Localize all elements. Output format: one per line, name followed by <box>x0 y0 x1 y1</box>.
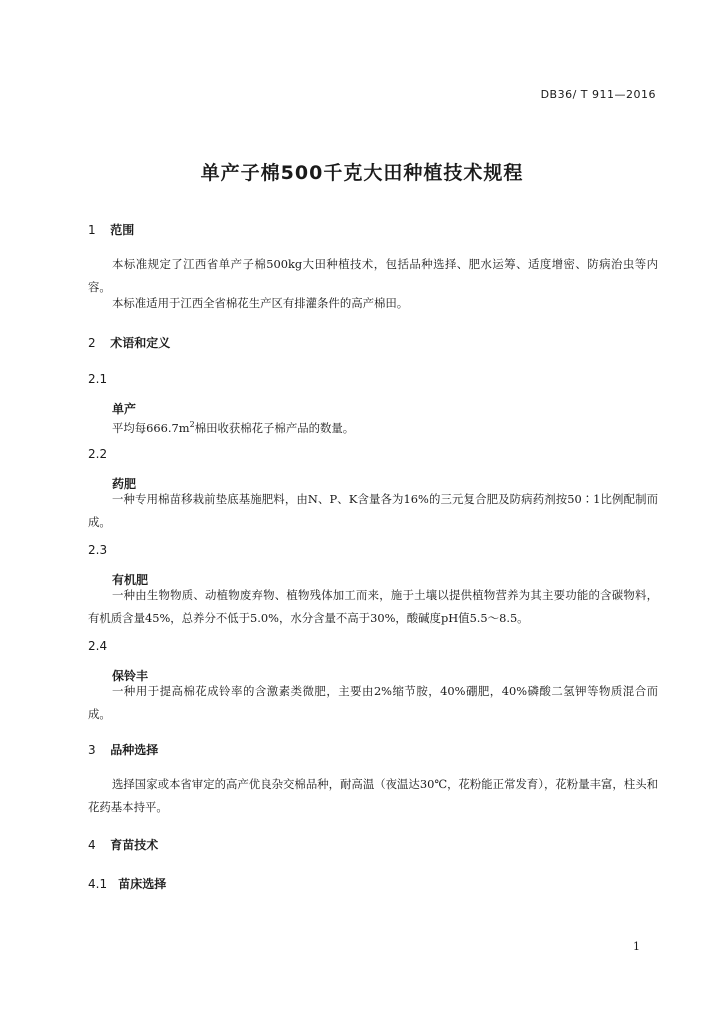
superscript: 2 <box>189 420 195 429</box>
term-2-3-number: 2.3 <box>88 543 108 557</box>
term-2-4-name: 保铃丰 <box>112 669 149 683</box>
term-2-2-name: 药肥 <box>112 477 137 491</box>
definition-text-end: 棉田收获棉花子棉产品的数量。 <box>194 420 355 435</box>
section-number: 2 <box>88 336 96 350</box>
term-2-1-name: 单产 <box>112 402 137 416</box>
standard-code: DB36/ T 911—2016 <box>540 88 656 101</box>
section-number: 3 <box>88 743 96 757</box>
scope-paragraph-2: 本标准适用于江西全省棉花生产区有排灌条件的高产棉田。 <box>112 296 409 310</box>
document-title: 单产子棉500千克大田种植技术规程 <box>200 162 524 184</box>
term-2-3-name: 有机肥 <box>112 573 149 587</box>
term-2-2-number: 2.2 <box>88 447 108 461</box>
section-4-1-heading <box>88 875 166 892</box>
term-2-2-definition: 一种专用棉苗移栽前垫底基施肥料，由N、P、K含量各为16%的三元复合肥及防病药剂按50∶1比例配制而成。 <box>88 492 658 529</box>
term-2-1-number: 2.1 <box>88 372 108 386</box>
variety-paragraph: 选择国家或本省审定的高产优良杂交棉品种，耐高温（夜温达30℃，花粉能正常发育），花粉量丰富，柱头和花药基本持平。 <box>88 777 658 814</box>
section-title: 育苗技术 <box>110 838 159 852</box>
term-2-1-definition <box>88 413 658 440</box>
definition-text-start: 平均每666.7m <box>112 420 190 435</box>
section-title: 范围 <box>110 223 135 237</box>
term-2-4-number: 2.4 <box>88 639 108 653</box>
section-number: 4.1 <box>88 877 108 891</box>
section-title: 术语和定义 <box>110 336 171 350</box>
section-number: 1 <box>88 223 96 237</box>
section-3-heading <box>88 741 158 758</box>
term-2-3-definition: 一种由生物物质、动植物废弃物、植物残体加工而来，施于土壤以提供植物营养为其主要功能的含碳物料，有机质含量45%，总养分不低于5.0%，水分含量不高于30%，酸碱度pH值5.5～8.5。 <box>88 588 658 625</box>
section-title: 品种选择 <box>110 743 159 757</box>
page-number: 1 <box>633 940 640 953</box>
section-2-heading <box>88 334 170 351</box>
term-2-4-definition: 一种用于提高棉花成铃率的含激素类微肥，主要由2%缩节胺，40%硼肥，40%磷酸二氢钾等物质混合而成。 <box>88 684 658 721</box>
section-title: 苗床选择 <box>118 877 167 891</box>
section-1-heading <box>88 221 134 238</box>
section-number: 4 <box>88 838 96 852</box>
scope-paragraph-1: 本标准规定了江西省单产子棉500kg大田种植技术，包括品种选择、肥水运筹、适度增密、防病治虫等内容。 <box>88 257 658 294</box>
section-4-heading <box>88 836 158 853</box>
